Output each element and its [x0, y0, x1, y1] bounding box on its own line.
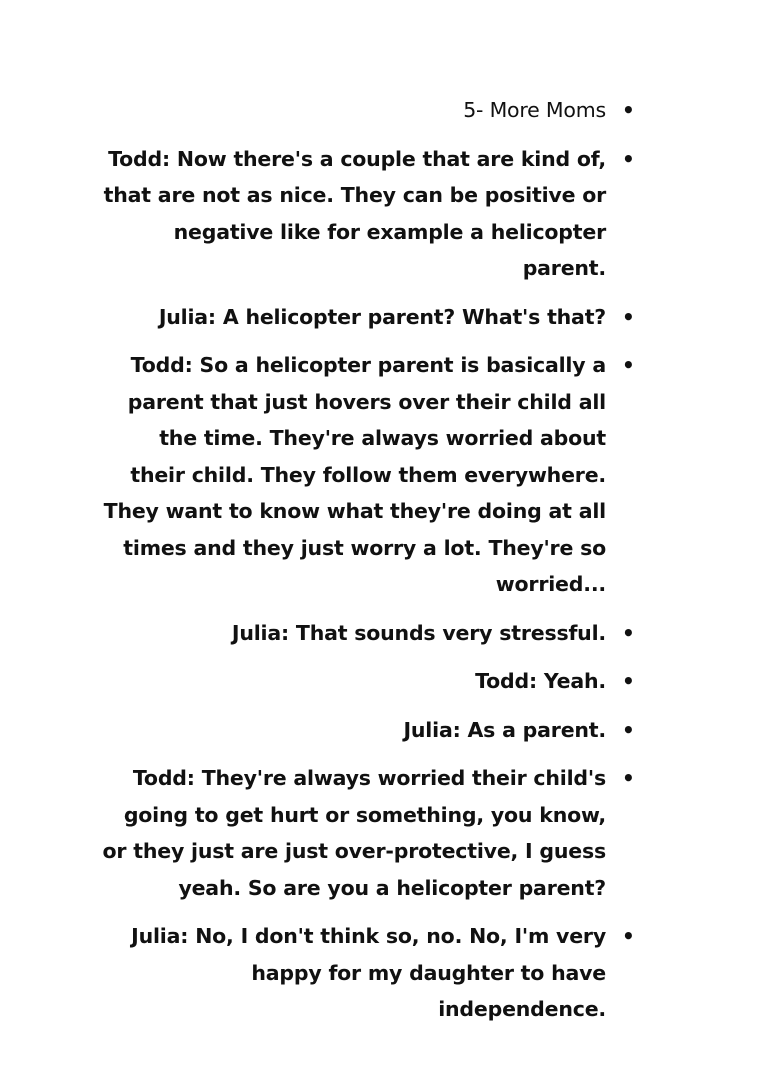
dialogue-line	[100, 299, 635, 336]
dialogue-text: Todd: They're always worried their child's going to get hurt or something, you know, or they just are just over-protective, I guess yeah. So are you a helicopter parent?	[102, 766, 606, 900]
bullet-icon: •	[622, 353, 635, 377]
bullet-icon: •	[622, 146, 635, 171]
dialogue-line	[100, 347, 635, 603]
bullet-icon: •	[622, 766, 635, 790]
bullet-icon: •	[622, 924, 635, 948]
dialogue-text: Todd: Yeah.	[475, 669, 606, 693]
dialogue-text: Todd: So a helicopter parent is basically a parent that just hovers over their child all the time. They're always worried about their child. They follow them everywhere. They want to know what they're doing at all times and they just worry a lot. They're so worried...	[103, 353, 606, 596]
bullet-icon: •	[622, 98, 635, 122]
dialogue-line	[100, 918, 635, 1028]
bullet-icon: •	[622, 304, 635, 329]
section-title	[100, 92, 635, 129]
dialogue-text: Julia: As a parent.	[403, 717, 606, 742]
dialogue-line	[100, 141, 635, 287]
dialogue-text: Julia: That sounds very stressful.	[231, 620, 606, 645]
section-title-text: 5- More Moms	[463, 98, 606, 122]
dialogue-text: Julia: No, I don't think so, no. No, I'm very happy for my daughter to have independence.	[131, 924, 606, 1021]
dialogue-text: Julia: A helicopter parent? What's that?	[158, 304, 606, 329]
dialogue-text: Todd: Now there's a couple that are kind of, that are not as nice. They can be positive or negative like for example a helicopter parent.	[103, 146, 606, 280]
bullet-icon: •	[622, 669, 635, 693]
dialogue-line	[100, 712, 635, 749]
dialogue-line	[100, 663, 635, 700]
dialogue-line	[100, 760, 635, 906]
transcript-list	[100, 92, 635, 1040]
dialogue-line	[100, 615, 635, 652]
bullet-icon: •	[622, 717, 635, 742]
bullet-icon: •	[622, 620, 635, 645]
